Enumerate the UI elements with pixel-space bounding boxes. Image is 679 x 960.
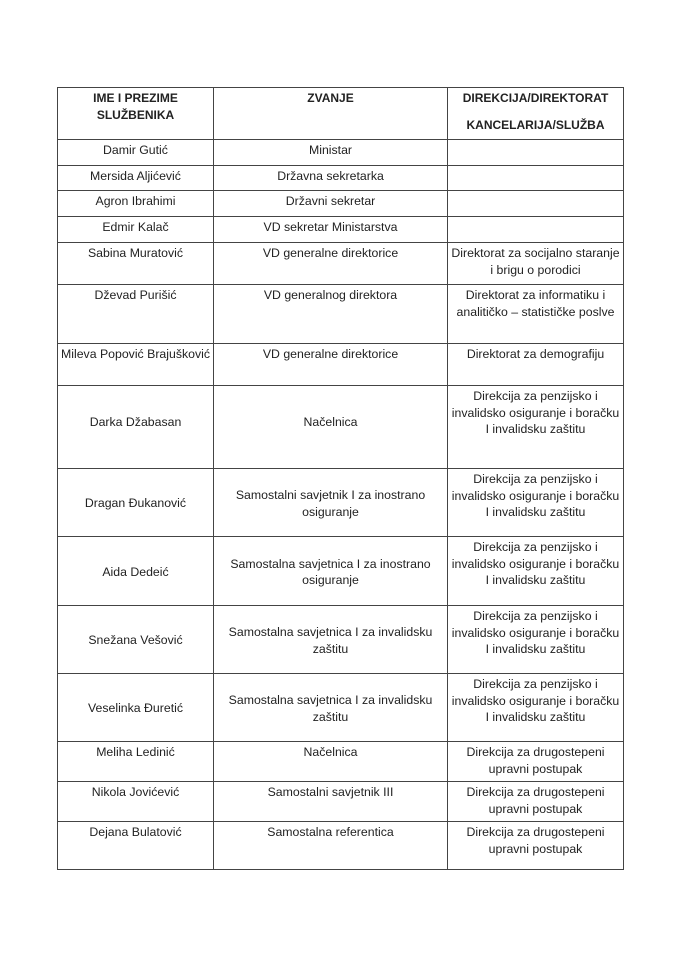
table-row xyxy=(58,742,624,782)
cell-title: Načelnica xyxy=(214,386,448,469)
cell-department xyxy=(448,166,624,191)
cell-department: Direkcija za penzijsko i invalidsko osiguranje i boračku I invalidsku zaštitu xyxy=(448,674,624,742)
table-row xyxy=(58,285,624,344)
cell-title: Samostalni savjetnik I za inostrano osiguranje xyxy=(214,469,448,537)
table-row xyxy=(58,243,624,285)
cell-title: VD generalne direktorice xyxy=(214,243,448,285)
cell-name: Mersida Aljićević xyxy=(58,166,214,191)
header-department xyxy=(448,88,624,140)
cell-title: Samostalna savjetnica I za invalidsku zaštitu xyxy=(214,674,448,742)
cell-department: Direktorat za socijalno staranje i brigu o porodici xyxy=(448,243,624,285)
cell-name: Veselinka Đuretić xyxy=(58,674,214,742)
table-row xyxy=(58,674,624,742)
cell-department: Direktorat za informatiku i analitičko – statističke poslve xyxy=(448,285,624,344)
table-header-row xyxy=(58,88,624,140)
cell-department: Direkcija za penzijsko i invalidsko osiguranje i boračku I invalidsku zaštitu xyxy=(448,606,624,674)
cell-name: Aida Dedeić xyxy=(58,537,214,606)
cell-department: Direkcija za penzijsko i invalidsko osiguranje i boračku I invalidsku zaštitu xyxy=(448,386,624,469)
cell-title: Državni sekretar xyxy=(214,191,448,217)
table-row xyxy=(58,606,624,674)
table-row xyxy=(58,191,624,217)
cell-name: Agron Ibrahimi xyxy=(58,191,214,217)
header-name: IME I PREZIME SLUŽBENIKA xyxy=(58,88,214,140)
cell-department: Direkcija za penzijsko i invalidsko osiguranje i boračku I invalidsku zaštitu xyxy=(448,469,624,537)
cell-name: Damir Gutić xyxy=(58,140,214,166)
cell-name: Dejana Bulatović xyxy=(58,822,214,870)
cell-name: Meliha Ledinić xyxy=(58,742,214,782)
cell-title: Ministar xyxy=(214,140,448,166)
table-row xyxy=(58,782,624,822)
cell-department: Direkcija za drugostepeni upravni postupak xyxy=(448,742,624,782)
cell-department: Direkcija za penzijsko i invalidsko osiguranje i boračku I invalidsku zaštitu xyxy=(448,537,624,606)
cell-name: Mileva Popović Brajušković xyxy=(58,344,214,386)
cell-title: Samostalni savjetnik III xyxy=(214,782,448,822)
cell-name: Snežana Vešović xyxy=(58,606,214,674)
table-row xyxy=(58,822,624,870)
cell-title: VD generalnog direktora xyxy=(214,285,448,344)
cell-department xyxy=(448,140,624,166)
table-body xyxy=(58,140,624,870)
table-row xyxy=(58,166,624,191)
header-department-line2: KANCELARIJA/SLUŽBA xyxy=(466,117,605,132)
cell-name: Sabina Muratović xyxy=(58,243,214,285)
cell-department xyxy=(448,191,624,217)
table-row xyxy=(58,344,624,386)
cell-department xyxy=(448,217,624,243)
table-row xyxy=(58,386,624,469)
cell-title: VD sekretar Ministarstva xyxy=(214,217,448,243)
table-row xyxy=(58,140,624,166)
employee-table xyxy=(57,87,624,870)
cell-department: Direkcija za drugostepeni upravni postupak xyxy=(448,782,624,822)
cell-title: Samostalna savjetnica I za inostrano osiguranje xyxy=(214,537,448,606)
cell-name: Darka Džabasan xyxy=(58,386,214,469)
cell-title: Državna sekretarka xyxy=(214,166,448,191)
cell-name: Edmir Kalač xyxy=(58,217,214,243)
cell-title: Načelnica xyxy=(214,742,448,782)
header-department-line1: DIREKCIJA/DIREKTORAT xyxy=(462,91,609,105)
cell-name: Dragan Đukanović xyxy=(58,469,214,537)
table-row xyxy=(58,217,624,243)
cell-department: Direktorat za demografiju xyxy=(448,344,624,386)
cell-name: Dževad Purišić xyxy=(58,285,214,344)
cell-title: VD generalne direktorice xyxy=(214,344,448,386)
header-title: ZVANJE xyxy=(214,88,448,140)
cell-department: Direkcija za drugostepeni upravni postupak xyxy=(448,822,624,870)
cell-name: Nikola Jovićević xyxy=(58,782,214,822)
cell-title: Samostalna referentica xyxy=(214,822,448,870)
table-row xyxy=(58,537,624,606)
cell-title: Samostalna savjetnica I za invalidsku zaštitu xyxy=(214,606,448,674)
table-row xyxy=(58,469,624,537)
